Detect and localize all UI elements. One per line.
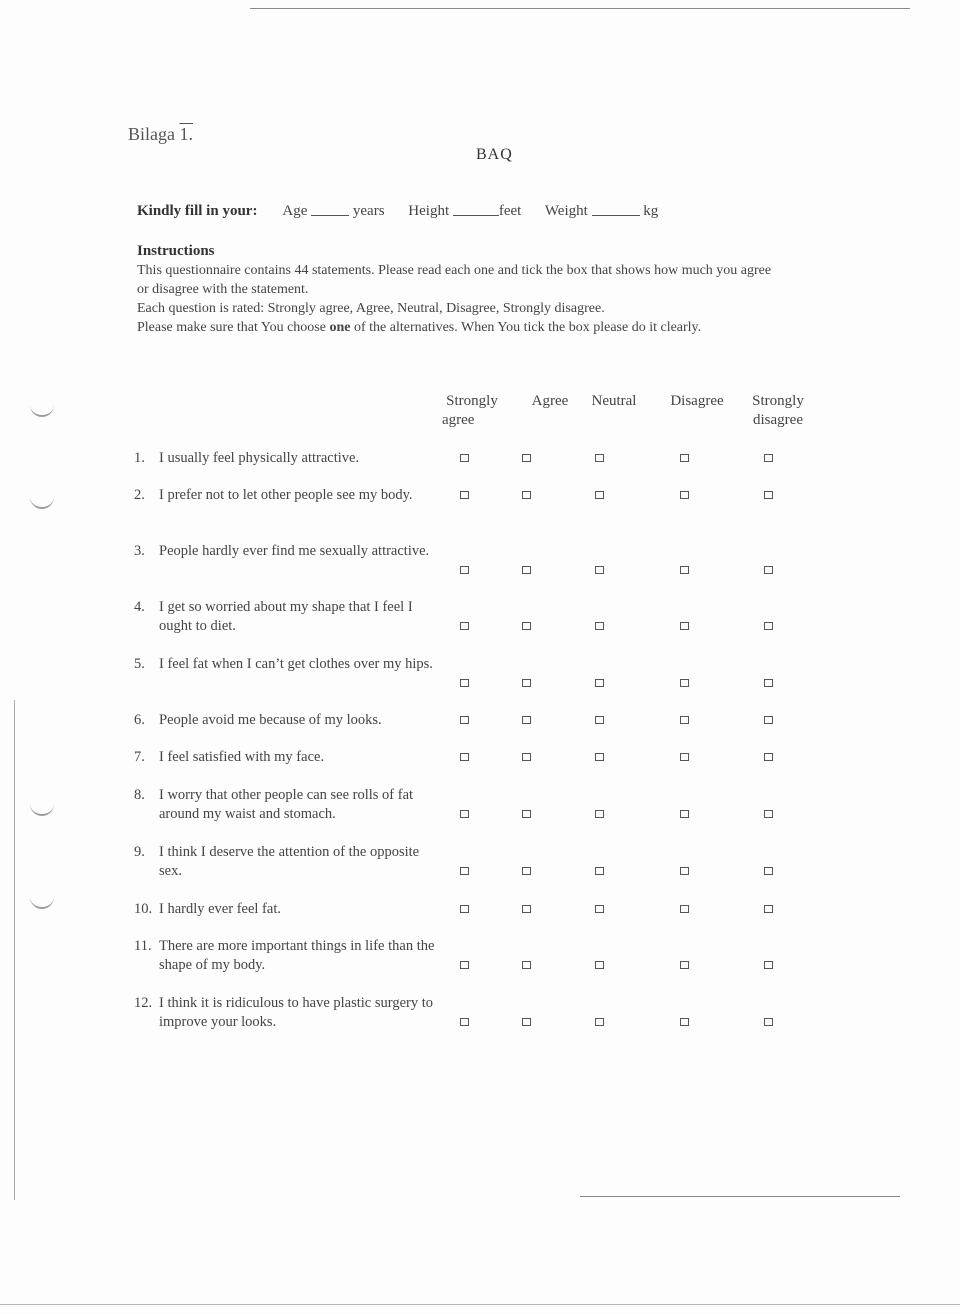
question-item	[134, 449, 444, 468]
checkbox-disagree[interactable]	[680, 679, 689, 687]
question-item	[134, 542, 444, 561]
personal-details-row	[137, 203, 658, 220]
checkbox-neutral[interactable]	[595, 905, 604, 913]
col-header-strongly-agree	[436, 392, 508, 430]
question-number: 2.	[134, 487, 145, 503]
checkbox-disagree[interactable]	[680, 716, 689, 724]
checkbox-agree[interactable]	[522, 716, 531, 724]
instructions-line-2: Each question is rated: Strongly agree, Agree, Neutral, Disagree, Strongly disagree.	[137, 301, 605, 316]
height-field[interactable]	[453, 203, 499, 216]
checkbox-neutral[interactable]	[595, 454, 604, 462]
height-unit: feet	[498, 203, 522, 219]
checkbox-disagree[interactable]	[680, 454, 689, 462]
checkbox-neutral[interactable]	[595, 679, 604, 687]
question-number: 11.	[134, 938, 152, 954]
question-text: I think I deserve the attention of the opposite sex.	[159, 844, 420, 879]
checkbox-strongly-agree[interactable]	[460, 867, 469, 875]
question-item	[134, 598, 444, 636]
checkbox-disagree[interactable]	[680, 961, 689, 969]
checkbox-neutral[interactable]	[595, 622, 604, 630]
col-header-disagree: Disagree	[670, 393, 724, 409]
checkbox-neutral[interactable]	[595, 1018, 604, 1026]
scan-edge-bottom	[580, 1196, 900, 1197]
question-number: 10.	[134, 901, 153, 917]
question-item	[134, 937, 444, 975]
col-header-neutral: Neutral	[591, 393, 637, 409]
question-text: I feel satisfied with my face.	[159, 749, 325, 765]
checkbox-agree[interactable]	[522, 961, 531, 969]
checkbox-strongly-agree[interactable]	[460, 491, 469, 499]
weight-field[interactable]	[592, 203, 640, 216]
checkbox-neutral[interactable]	[595, 566, 604, 574]
checkbox-strongly-agree[interactable]	[460, 454, 469, 462]
page-title: BAQ	[476, 146, 513, 163]
checkbox-agree[interactable]	[522, 566, 531, 574]
checkbox-agree[interactable]	[522, 454, 531, 462]
checkbox-disagree[interactable]	[680, 905, 689, 913]
annex-label	[128, 124, 193, 145]
checkbox-strongly-agree[interactable]	[460, 716, 469, 724]
question-item	[134, 748, 444, 767]
col-header-agree: Agree	[531, 393, 569, 409]
checkbox-strongly-agree[interactable]	[460, 1018, 469, 1026]
question-item	[134, 900, 444, 919]
age-label: Age	[282, 203, 308, 219]
checkbox-disagree[interactable]	[680, 753, 689, 761]
checkbox-strongly-disagree[interactable]	[764, 1018, 773, 1026]
checkbox-neutral[interactable]	[595, 867, 604, 875]
question-number: 4.	[134, 599, 145, 615]
checkbox-neutral[interactable]	[595, 753, 604, 761]
age-field[interactable]	[311, 203, 349, 216]
instructions-line-1: This questionnaire contains 44 statements. Please read each one and tick the box that shows how much you agree or disagree with the statement.	[137, 263, 772, 297]
scan-edge-footer	[0, 1304, 960, 1305]
checkbox-strongly-disagree[interactable]	[764, 566, 773, 574]
weight-label: Weight	[544, 203, 588, 219]
checkbox-neutral[interactable]	[595, 961, 604, 969]
col-header-line: disagree	[753, 412, 803, 428]
question-number: 1.	[134, 450, 145, 466]
checkbox-strongly-disagree[interactable]	[764, 810, 773, 818]
question-item	[134, 994, 444, 1032]
annex-text: Bilaga	[128, 124, 175, 144]
question-number: 12.	[134, 995, 153, 1011]
question-item	[134, 486, 444, 505]
question-item	[134, 711, 444, 730]
instructions-block	[137, 242, 777, 337]
checkbox-agree[interactable]	[522, 753, 531, 761]
question-text: I feel fat when I can’t get clothes over my hips.	[159, 656, 433, 672]
question-item	[134, 786, 444, 824]
fill-in-lead: Kindly fill in your:	[137, 203, 258, 219]
checkbox-neutral[interactable]	[595, 491, 604, 499]
checkbox-disagree[interactable]	[680, 491, 689, 499]
question-text: I get so worried about my shape that I feel I ought to diet.	[159, 599, 413, 634]
checkbox-strongly-agree[interactable]	[460, 679, 469, 687]
checkbox-strongly-agree[interactable]	[460, 810, 469, 818]
checkbox-strongly-agree[interactable]	[460, 622, 469, 630]
age-unit: years	[352, 203, 385, 219]
checkbox-strongly-disagree[interactable]	[764, 491, 773, 499]
question-text: I hardly ever feel fat.	[159, 901, 281, 917]
binder-hole-mark	[30, 897, 54, 909]
checkbox-agree[interactable]	[522, 1018, 531, 1026]
checkbox-strongly-disagree[interactable]	[764, 622, 773, 630]
checkbox-agree[interactable]	[522, 905, 531, 913]
checkbox-agree[interactable]	[522, 679, 531, 687]
checkbox-strongly-disagree[interactable]	[764, 679, 773, 687]
question-number: 3.	[134, 543, 145, 559]
checkbox-strongly-disagree[interactable]	[764, 867, 773, 875]
checkbox-strongly-disagree[interactable]	[764, 961, 773, 969]
question-item	[134, 843, 444, 881]
checkbox-strongly-disagree[interactable]	[764, 753, 773, 761]
checkbox-disagree[interactable]	[680, 810, 689, 818]
checkbox-strongly-agree[interactable]	[460, 566, 469, 574]
instructions-line-3-text: Please make sure that You choose	[137, 320, 330, 335]
question-number: 8.	[134, 787, 145, 803]
checkbox-strongly-disagree[interactable]	[764, 905, 773, 913]
col-header-line: Strongly	[446, 393, 498, 409]
col-header-strongly-disagree	[740, 392, 816, 430]
scan-edge-top	[250, 8, 910, 9]
question-text: There are more important things in life than the shape of my body.	[159, 938, 435, 973]
question-number: 6.	[134, 712, 145, 728]
binder-hole-mark	[30, 804, 54, 816]
question-text: I worry that other people can see rolls of fat around my waist and stomach.	[159, 787, 414, 822]
question-number: 9.	[134, 844, 145, 860]
checkbox-agree[interactable]	[522, 867, 531, 875]
question-text: I think it is ridiculous to have plastic surgery to improve your looks.	[159, 995, 433, 1030]
checkbox-strongly-agree[interactable]	[460, 961, 469, 969]
question-text: I prefer not to let other people see my body.	[159, 487, 413, 503]
checkbox-agree[interactable]	[522, 491, 531, 499]
binder-hole-mark	[30, 497, 54, 509]
instructions-line-3	[137, 318, 777, 337]
checkbox-strongly-disagree[interactable]	[764, 454, 773, 462]
height-label: Height	[408, 203, 450, 219]
checkbox-agree[interactable]	[522, 622, 531, 630]
question-text: I usually feel physically attractive.	[159, 450, 360, 466]
instructions-emphasis: one	[329, 320, 351, 335]
checkbox-disagree[interactable]	[680, 566, 689, 574]
col-header-line: agree	[442, 412, 475, 428]
scan-edge-left	[14, 700, 15, 1200]
annex-number: 1.	[179, 124, 193, 144]
checkbox-strongly-agree[interactable]	[460, 753, 469, 761]
instructions-line-3-end: of the alternatives. When You tick the box please do it clearly.	[350, 320, 702, 335]
binder-hole-mark	[30, 405, 54, 417]
question-text: People avoid me because of my looks.	[159, 712, 382, 728]
checkbox-disagree[interactable]	[680, 867, 689, 875]
instructions-heading: Instructions	[137, 243, 215, 259]
question-text: People hardly ever find me sexually attractive.	[159, 543, 430, 559]
checkbox-neutral[interactable]	[595, 810, 604, 818]
checkbox-agree[interactable]	[522, 810, 531, 818]
checkbox-disagree[interactable]	[680, 622, 689, 630]
question-item	[134, 655, 444, 674]
checkbox-strongly-disagree[interactable]	[764, 716, 773, 724]
question-number: 7.	[134, 749, 145, 765]
col-header-line: Strongly	[752, 393, 804, 409]
checkbox-strongly-agree[interactable]	[460, 905, 469, 913]
checkbox-neutral[interactable]	[595, 716, 604, 724]
checkbox-disagree[interactable]	[680, 1018, 689, 1026]
question-number: 5.	[134, 656, 145, 672]
weight-unit: kg	[643, 203, 659, 219]
